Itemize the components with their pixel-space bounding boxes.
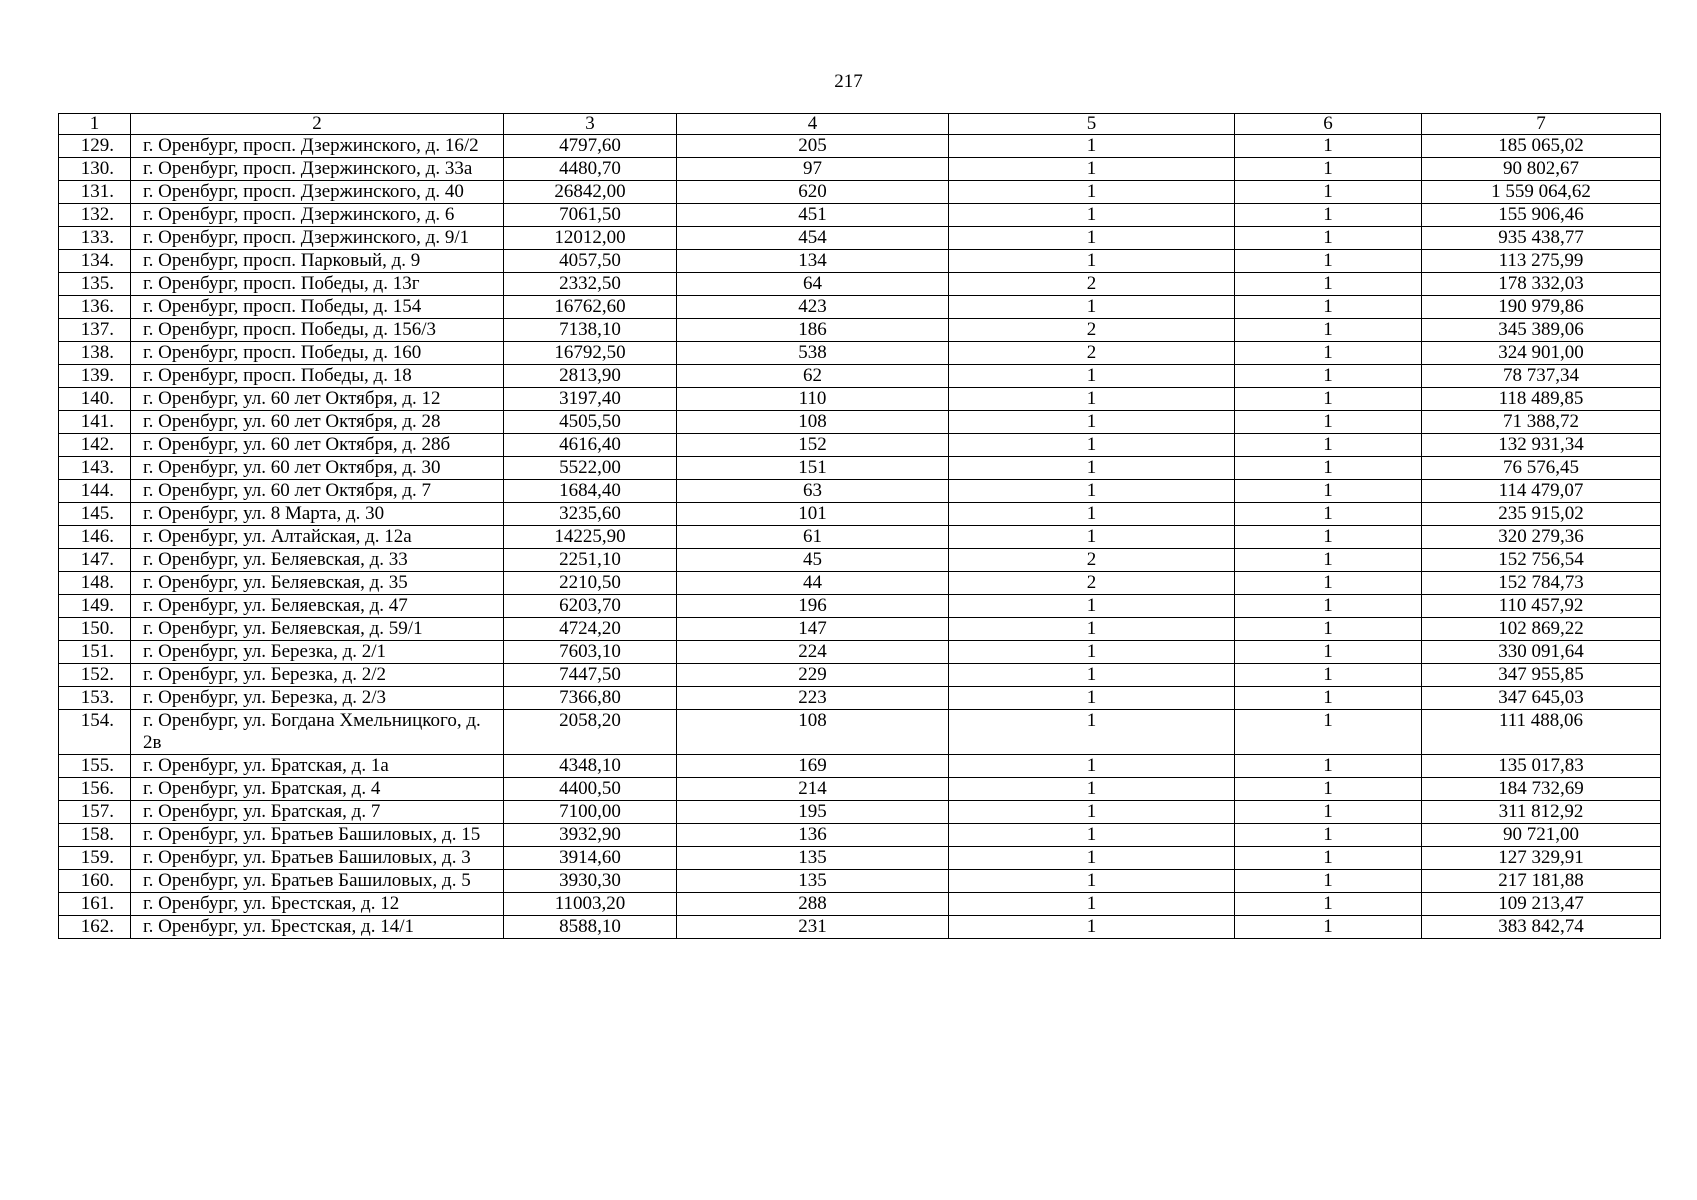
column-7-cell: 155 906,46 [1422, 204, 1661, 227]
registry-table [58, 113, 1661, 939]
address-cell: г. Оренбург, ул. Березка, д. 2/2 [131, 664, 504, 687]
row-number-cell: 145. [59, 503, 131, 526]
column-4-cell: 108 [677, 411, 949, 434]
column-6-cell: 1 [1235, 572, 1422, 595]
column-4-cell: 63 [677, 480, 949, 503]
table-row [59, 480, 1661, 503]
column-3-cell: 3932,90 [504, 824, 677, 847]
row-number-cell: 155. [59, 755, 131, 778]
column-5-cell: 1 [949, 618, 1235, 641]
row-number-cell: 147. [59, 549, 131, 572]
row-number-cell: 157. [59, 801, 131, 824]
row-number-cell: 159. [59, 847, 131, 870]
column-7-cell: 114 479,07 [1422, 480, 1661, 503]
column-5-cell: 1 [949, 135, 1235, 158]
column-7-cell: 184 732,69 [1422, 778, 1661, 801]
table-row [59, 572, 1661, 595]
address-cell: г. Оренбург, ул. Березка, д. 2/3 [131, 687, 504, 710]
table-row [59, 296, 1661, 319]
row-number-cell: 131. [59, 181, 131, 204]
column-6-cell: 1 [1235, 641, 1422, 664]
column-5-cell: 1 [949, 480, 1235, 503]
table-row [59, 250, 1661, 273]
column-3-cell: 8588,10 [504, 916, 677, 939]
column-7-cell: 90 802,67 [1422, 158, 1661, 181]
table-row [59, 388, 1661, 411]
address-cell: г. Оренбург, ул. Братьев Башиловых, д. 3 [131, 847, 504, 870]
column-5-cell: 1 [949, 710, 1235, 755]
column-7-cell: 1 559 064,62 [1422, 181, 1661, 204]
row-number-cell: 133. [59, 227, 131, 250]
column-7-cell: 935 438,77 [1422, 227, 1661, 250]
address-cell: г. Оренбург, ул. Братская, д. 1а [131, 755, 504, 778]
table-row [59, 457, 1661, 480]
column-3-cell: 4505,50 [504, 411, 677, 434]
row-number-cell: 148. [59, 572, 131, 595]
table-row [59, 641, 1661, 664]
column-3-cell: 16792,50 [504, 342, 677, 365]
column-5-cell: 1 [949, 204, 1235, 227]
column-3-cell: 4348,10 [504, 755, 677, 778]
column-6-cell: 1 [1235, 664, 1422, 687]
row-number-cell: 140. [59, 388, 131, 411]
address-cell: г. Оренбург, просп. Дзержинского, д. 16/2 [131, 135, 504, 158]
address-cell: г. Оренбург, ул. Алтайская, д. 12а [131, 526, 504, 549]
column-4-cell: 423 [677, 296, 949, 319]
address-cell: г. Оренбург, ул. Братская, д. 4 [131, 778, 504, 801]
address-cell: г. Оренбург, ул. 60 лет Октября, д. 30 [131, 457, 504, 480]
column-3-cell: 2332,50 [504, 273, 677, 296]
address-cell: г. Оренбург, просп. Победы, д. 160 [131, 342, 504, 365]
address-cell: г. Оренбург, ул. Беляевская, д. 33 [131, 549, 504, 572]
row-number-cell: 160. [59, 870, 131, 893]
column-4-cell: 110 [677, 388, 949, 411]
column-3-cell: 3930,30 [504, 870, 677, 893]
table-row [59, 434, 1661, 457]
column-6-cell: 1 [1235, 847, 1422, 870]
column-4-cell: 61 [677, 526, 949, 549]
address-cell: г. Оренбург, просп. Победы, д. 13г [131, 273, 504, 296]
address-cell: г. Оренбург, просп. Победы, д. 154 [131, 296, 504, 319]
table-row [59, 595, 1661, 618]
table-row [59, 227, 1661, 250]
column-5-cell: 1 [949, 847, 1235, 870]
address-cell: г. Оренбург, просп. Дзержинского, д. 9/1 [131, 227, 504, 250]
address-cell: г. Оренбург, просп. Дзержинского, д. 6 [131, 204, 504, 227]
column-5-cell: 2 [949, 549, 1235, 572]
column-6-cell: 1 [1235, 916, 1422, 939]
row-number-cell: 129. [59, 135, 131, 158]
column-4-cell: 44 [677, 572, 949, 595]
column-number: 4 [677, 114, 949, 135]
column-4-cell: 454 [677, 227, 949, 250]
row-number-cell: 150. [59, 618, 131, 641]
column-4-cell: 620 [677, 181, 949, 204]
row-number-cell: 161. [59, 893, 131, 916]
address-cell: г. Оренбург, ул. Богдана Хмельницкого, д. 2в [131, 710, 504, 755]
column-7-cell: 90 721,00 [1422, 824, 1661, 847]
column-7-cell: 152 784,73 [1422, 572, 1661, 595]
address-cell: г. Оренбург, ул. Беляевская, д. 35 [131, 572, 504, 595]
row-number-cell: 141. [59, 411, 131, 434]
address-cell: г. Оренбург, ул. Беляевская, д. 47 [131, 595, 504, 618]
column-4-cell: 231 [677, 916, 949, 939]
column-6-cell: 1 [1235, 296, 1422, 319]
column-4-cell: 101 [677, 503, 949, 526]
column-6-cell: 1 [1235, 434, 1422, 457]
column-7-cell: 118 489,85 [1422, 388, 1661, 411]
column-3-cell: 4616,40 [504, 434, 677, 457]
column-4-cell: 152 [677, 434, 949, 457]
column-4-cell: 135 [677, 870, 949, 893]
column-7-cell: 347 645,03 [1422, 687, 1661, 710]
column-4-cell: 135 [677, 847, 949, 870]
column-6-cell: 1 [1235, 273, 1422, 296]
column-4-cell: 223 [677, 687, 949, 710]
table-row [59, 801, 1661, 824]
address-cell: г. Оренбург, просп. Победы, д. 156/3 [131, 319, 504, 342]
column-7-cell: 320 279,36 [1422, 526, 1661, 549]
column-5-cell: 1 [949, 365, 1235, 388]
address-cell: г. Оренбург, просп. Парковый, д. 9 [131, 250, 504, 273]
column-3-cell: 4724,20 [504, 618, 677, 641]
table-row [59, 342, 1661, 365]
column-6-cell: 1 [1235, 549, 1422, 572]
column-5-cell: 2 [949, 342, 1235, 365]
column-3-cell: 26842,00 [504, 181, 677, 204]
column-6-cell: 1 [1235, 204, 1422, 227]
column-5-cell: 2 [949, 273, 1235, 296]
table-row [59, 273, 1661, 296]
table-row [59, 870, 1661, 893]
column-number: 6 [1235, 114, 1422, 135]
column-number: 5 [949, 114, 1235, 135]
column-7-cell: 152 756,54 [1422, 549, 1661, 572]
column-5-cell: 1 [949, 411, 1235, 434]
column-6-cell: 1 [1235, 687, 1422, 710]
address-cell: г. Оренбург, ул. Братьев Башиловых, д. 5 [131, 870, 504, 893]
column-6-cell: 1 [1235, 135, 1422, 158]
table-row [59, 135, 1661, 158]
column-4-cell: 205 [677, 135, 949, 158]
table-row [59, 319, 1661, 342]
column-5-cell: 1 [949, 227, 1235, 250]
column-5-cell: 1 [949, 250, 1235, 273]
row-number-cell: 135. [59, 273, 131, 296]
column-6-cell: 1 [1235, 526, 1422, 549]
column-4-cell: 108 [677, 710, 949, 755]
column-5-cell: 1 [949, 181, 1235, 204]
column-3-cell: 16762,60 [504, 296, 677, 319]
column-6-cell: 1 [1235, 755, 1422, 778]
column-3-cell: 7603,10 [504, 641, 677, 664]
column-3-cell: 1684,40 [504, 480, 677, 503]
address-cell: г. Оренбург, просп. Дзержинского, д. 33а [131, 158, 504, 181]
column-4-cell: 97 [677, 158, 949, 181]
table-row [59, 710, 1661, 755]
column-number-row [59, 114, 1661, 135]
address-cell: г. Оренбург, ул. Братьев Башиловых, д. 15 [131, 824, 504, 847]
column-7-cell: 135 017,83 [1422, 755, 1661, 778]
row-number-cell: 137. [59, 319, 131, 342]
column-3-cell: 11003,20 [504, 893, 677, 916]
column-4-cell: 136 [677, 824, 949, 847]
address-cell: г. Оренбург, ул. 60 лет Октября, д. 28б [131, 434, 504, 457]
table-row [59, 893, 1661, 916]
address-cell: г. Оренбург, просп. Дзержинского, д. 40 [131, 181, 504, 204]
column-3-cell: 3914,60 [504, 847, 677, 870]
column-5-cell: 1 [949, 893, 1235, 916]
address-cell: г. Оренбург, ул. Братская, д. 7 [131, 801, 504, 824]
column-4-cell: 169 [677, 755, 949, 778]
address-cell: г. Оренбург, ул. Брестская, д. 14/1 [131, 916, 504, 939]
table-row [59, 664, 1661, 687]
column-4-cell: 147 [677, 618, 949, 641]
column-4-cell: 195 [677, 801, 949, 824]
address-cell: г. Оренбург, ул. 60 лет Октября, д. 12 [131, 388, 504, 411]
column-3-cell: 6203,70 [504, 595, 677, 618]
column-3-cell: 4797,60 [504, 135, 677, 158]
column-5-cell: 1 [949, 457, 1235, 480]
column-3-cell: 4480,70 [504, 158, 677, 181]
address-cell: г. Оренбург, ул. Березка, д. 2/1 [131, 641, 504, 664]
table-row [59, 526, 1661, 549]
table-row [59, 687, 1661, 710]
column-number: 2 [131, 114, 504, 135]
column-7-cell: 110 457,92 [1422, 595, 1661, 618]
column-4-cell: 224 [677, 641, 949, 664]
column-3-cell: 7366,80 [504, 687, 677, 710]
column-4-cell: 196 [677, 595, 949, 618]
column-3-cell: 4400,50 [504, 778, 677, 801]
column-3-cell: 7447,50 [504, 664, 677, 687]
column-4-cell: 151 [677, 457, 949, 480]
table-row [59, 411, 1661, 434]
column-4-cell: 62 [677, 365, 949, 388]
column-7-cell: 330 091,64 [1422, 641, 1661, 664]
column-5-cell: 1 [949, 595, 1235, 618]
address-cell: г. Оренбург, ул. 8 Марта, д. 30 [131, 503, 504, 526]
column-6-cell: 1 [1235, 503, 1422, 526]
column-4-cell: 538 [677, 342, 949, 365]
column-4-cell: 64 [677, 273, 949, 296]
row-number-cell: 151. [59, 641, 131, 664]
column-number: 7 [1422, 114, 1661, 135]
column-6-cell: 1 [1235, 342, 1422, 365]
column-6-cell: 1 [1235, 870, 1422, 893]
column-3-cell: 7138,10 [504, 319, 677, 342]
table-row [59, 847, 1661, 870]
row-number-cell: 136. [59, 296, 131, 319]
address-cell: г. Оренбург, просп. Победы, д. 18 [131, 365, 504, 388]
table-row [59, 503, 1661, 526]
column-6-cell: 1 [1235, 250, 1422, 273]
column-7-cell: 113 275,99 [1422, 250, 1661, 273]
table-row [59, 204, 1661, 227]
row-number-cell: 143. [59, 457, 131, 480]
table-row [59, 824, 1661, 847]
table-row [59, 549, 1661, 572]
column-7-cell: 76 576,45 [1422, 457, 1661, 480]
column-6-cell: 1 [1235, 457, 1422, 480]
column-5-cell: 1 [949, 824, 1235, 847]
column-7-cell: 190 979,86 [1422, 296, 1661, 319]
row-number-cell: 142. [59, 434, 131, 457]
column-4-cell: 186 [677, 319, 949, 342]
column-3-cell: 2251,10 [504, 549, 677, 572]
row-number-cell: 139. [59, 365, 131, 388]
column-4-cell: 451 [677, 204, 949, 227]
column-4-cell: 214 [677, 778, 949, 801]
column-4-cell: 45 [677, 549, 949, 572]
column-5-cell: 1 [949, 641, 1235, 664]
column-7-cell: 78 737,34 [1422, 365, 1661, 388]
table-row [59, 778, 1661, 801]
column-3-cell: 5522,00 [504, 457, 677, 480]
column-6-cell: 1 [1235, 388, 1422, 411]
column-6-cell: 1 [1235, 595, 1422, 618]
column-7-cell: 127 329,91 [1422, 847, 1661, 870]
column-3-cell: 2210,50 [504, 572, 677, 595]
column-5-cell: 1 [949, 687, 1235, 710]
address-cell: г. Оренбург, ул. Беляевская, д. 59/1 [131, 618, 504, 641]
column-7-cell: 132 931,34 [1422, 434, 1661, 457]
row-number-cell: 158. [59, 824, 131, 847]
table-row [59, 618, 1661, 641]
page-number: 217 [834, 71, 863, 92]
column-6-cell: 1 [1235, 365, 1422, 388]
column-3-cell: 7100,00 [504, 801, 677, 824]
column-3-cell: 12012,00 [504, 227, 677, 250]
column-3-cell: 4057,50 [504, 250, 677, 273]
column-5-cell: 2 [949, 319, 1235, 342]
column-6-cell: 1 [1235, 181, 1422, 204]
column-6-cell: 1 [1235, 480, 1422, 503]
row-number-cell: 146. [59, 526, 131, 549]
column-7-cell: 102 869,22 [1422, 618, 1661, 641]
row-number-cell: 154. [59, 710, 131, 755]
column-7-cell: 178 332,03 [1422, 273, 1661, 296]
row-number-cell: 149. [59, 595, 131, 618]
column-7-cell: 311 812,92 [1422, 801, 1661, 824]
column-6-cell: 1 [1235, 227, 1422, 250]
address-cell: г. Оренбург, ул. 60 лет Октября, д. 7 [131, 480, 504, 503]
column-3-cell: 2058,20 [504, 710, 677, 755]
column-5-cell: 1 [949, 801, 1235, 824]
table-row [59, 365, 1661, 388]
column-7-cell: 345 389,06 [1422, 319, 1661, 342]
row-number-cell: 152. [59, 664, 131, 687]
column-7-cell: 347 955,85 [1422, 664, 1661, 687]
column-5-cell: 1 [949, 503, 1235, 526]
column-5-cell: 2 [949, 572, 1235, 595]
column-6-cell: 1 [1235, 824, 1422, 847]
column-4-cell: 134 [677, 250, 949, 273]
row-number-cell: 153. [59, 687, 131, 710]
column-7-cell: 185 065,02 [1422, 135, 1661, 158]
column-5-cell: 1 [949, 388, 1235, 411]
row-number-cell: 132. [59, 204, 131, 227]
row-number-cell: 130. [59, 158, 131, 181]
column-7-cell: 109 213,47 [1422, 893, 1661, 916]
column-7-cell: 217 181,88 [1422, 870, 1661, 893]
column-7-cell: 383 842,74 [1422, 916, 1661, 939]
column-5-cell: 1 [949, 434, 1235, 457]
column-5-cell: 1 [949, 526, 1235, 549]
table-row [59, 181, 1661, 204]
column-5-cell: 1 [949, 870, 1235, 893]
column-6-cell: 1 [1235, 411, 1422, 434]
column-number: 3 [504, 114, 677, 135]
row-number-cell: 156. [59, 778, 131, 801]
table-row [59, 916, 1661, 939]
row-number-cell: 134. [59, 250, 131, 273]
column-3-cell: 3197,40 [504, 388, 677, 411]
row-number-cell: 144. [59, 480, 131, 503]
column-7-cell: 71 388,72 [1422, 411, 1661, 434]
row-number-cell: 138. [59, 342, 131, 365]
column-6-cell: 1 [1235, 893, 1422, 916]
table-row [59, 158, 1661, 181]
column-3-cell: 2813,90 [504, 365, 677, 388]
column-5-cell: 1 [949, 916, 1235, 939]
column-5-cell: 1 [949, 664, 1235, 687]
table-row [59, 755, 1661, 778]
column-5-cell: 1 [949, 778, 1235, 801]
address-cell: г. Оренбург, ул. 60 лет Октября, д. 28 [131, 411, 504, 434]
column-4-cell: 229 [677, 664, 949, 687]
column-6-cell: 1 [1235, 778, 1422, 801]
column-7-cell: 111 488,06 [1422, 710, 1661, 755]
column-5-cell: 1 [949, 755, 1235, 778]
column-3-cell: 7061,50 [504, 204, 677, 227]
column-5-cell: 1 [949, 158, 1235, 181]
column-6-cell: 1 [1235, 158, 1422, 181]
column-6-cell: 1 [1235, 801, 1422, 824]
column-5-cell: 1 [949, 296, 1235, 319]
column-6-cell: 1 [1235, 319, 1422, 342]
column-6-cell: 1 [1235, 618, 1422, 641]
column-7-cell: 324 901,00 [1422, 342, 1661, 365]
column-6-cell: 1 [1235, 710, 1422, 755]
column-number: 1 [59, 114, 131, 135]
row-number-cell: 162. [59, 916, 131, 939]
column-4-cell: 288 [677, 893, 949, 916]
column-7-cell: 235 915,02 [1422, 503, 1661, 526]
address-cell: г. Оренбург, ул. Брестская, д. 12 [131, 893, 504, 916]
column-3-cell: 3235,60 [504, 503, 677, 526]
column-3-cell: 14225,90 [504, 526, 677, 549]
